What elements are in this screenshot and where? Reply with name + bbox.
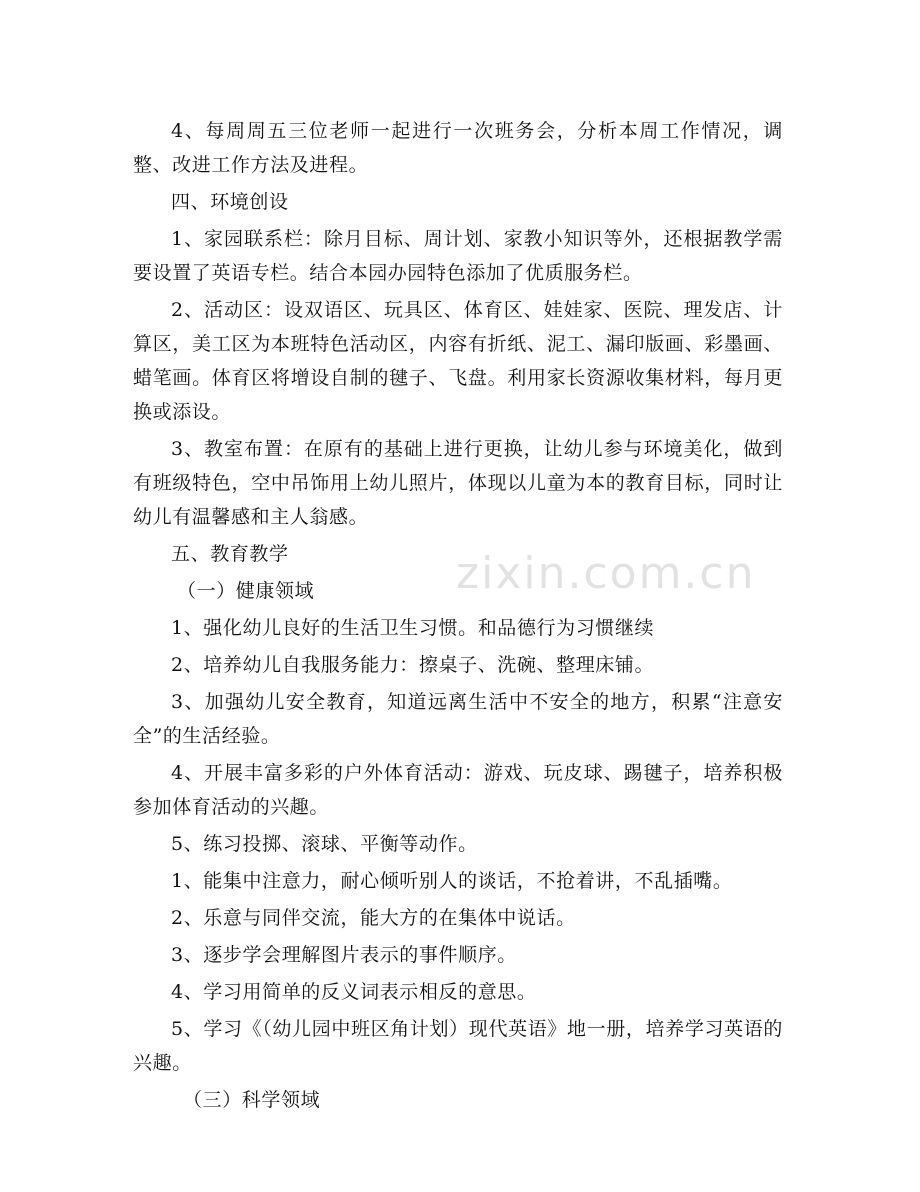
section-heading-environment: 四、环境创设 bbox=[171, 191, 289, 213]
list-item: 1、能集中注意力，耐心倾听别人的谈话，不抢着讲，不乱插嘴。 bbox=[171, 870, 733, 892]
list-item: 2、乐意与同伴交流，能大方的在集体中说话。 bbox=[171, 907, 576, 929]
list-item: 5、学习《（幼儿园中班区角计划）现代英语》地一册，培养学习英语的兴趣。 bbox=[133, 1018, 783, 1074]
list-item: 4、学习用简单的反义词表示相反的意思。 bbox=[171, 981, 537, 1003]
document-body bbox=[133, 114, 783, 1120]
subsection-heading-health: （一）健康领域 bbox=[177, 580, 315, 602]
list-item: 1、强化幼儿良好的生活卫生习惯。和品德行为习惯继续 bbox=[171, 617, 655, 639]
watermark: zixin.com.cn bbox=[456, 548, 756, 599]
section-heading-education: 五、教育教学 bbox=[171, 543, 289, 565]
paragraph-weekly-meeting: 4、每周周五三位老师一起进行一次班务会，分析本周工作情况，调整、改进工作方法及进程。 bbox=[133, 120, 783, 176]
list-item: 3、逐步学会理解图片表示的事件顺序。 bbox=[171, 944, 517, 966]
subsection-heading-science: （三）科学领域 bbox=[183, 1089, 321, 1111]
paragraph-classroom-layout: 3、教室布置：在原有的基础上进行更换，让幼儿参与环境美化，做到有班级特色，空中吊饰用上幼儿照片，体现以儿童为本的教育目标，同时让幼儿有温馨感和主人翁感。 bbox=[133, 438, 783, 528]
paragraph-home-contact: 1、家园联系栏：除月目标、周计划、家教小知识等外，还根据教学需要设置了英语专栏。结合本园办园特色添加了优质服务栏。 bbox=[133, 228, 783, 284]
list-item: 4、开展丰富多彩的户外体育活动：游戏、玩皮球、踢毽子，培养积极参加体育活动的兴趣。 bbox=[133, 762, 783, 818]
list-item: 3、加强幼儿安全教育，知道远离生活中不安全的地方，积累“注意安全”的生活经验。 bbox=[133, 691, 783, 747]
paragraph-activity-area: 2、活动区：设双语区、玩具区、体育区、娃娃家、医院、理发店、计算区，美工区为本班特色活动区，内容有折纸、泥工、漏印版画、彩墨画、蜡笔画。体育区将增设自制的毽子、飞盘。利用家长资源收集材料，每月更换或添设。 bbox=[133, 299, 783, 423]
list-item: 5、练习投掷、滚球、平衡等动作。 bbox=[171, 833, 478, 855]
list-item: 2、培养幼儿自我服务能力：擦桌子、洗碗、整理床铺。 bbox=[171, 654, 655, 676]
